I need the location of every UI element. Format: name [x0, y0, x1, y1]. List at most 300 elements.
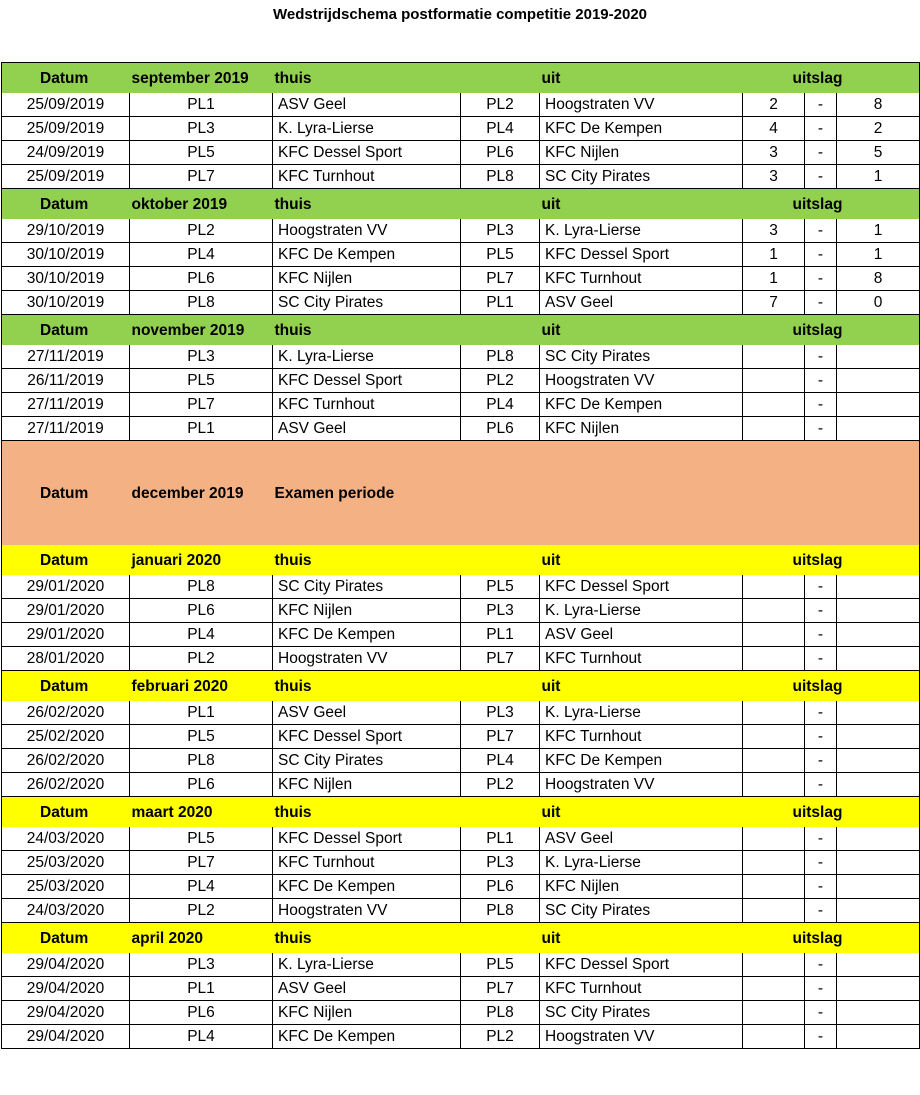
away-code: PL5	[461, 575, 540, 599]
home-team: KFC Nijlen	[273, 267, 461, 291]
match-date: 30/10/2019	[2, 291, 130, 315]
score-away	[837, 599, 920, 623]
score-away: 8	[837, 267, 920, 291]
score-dash: -	[805, 243, 837, 267]
uitslag-label: uitslag	[743, 671, 920, 702]
home-team: SC City Pirates	[273, 575, 461, 599]
match-date: 24/09/2019	[2, 141, 130, 165]
away-code: PL8	[461, 1001, 540, 1025]
month-header	[2, 63, 920, 94]
home-team: KFC Turnhout	[273, 165, 461, 189]
home-team: KFC Turnhout	[273, 393, 461, 417]
table-row	[2, 1001, 920, 1025]
score-dash: -	[805, 117, 837, 141]
match-date: 27/11/2019	[2, 345, 130, 369]
home-team: K. Lyra-Lierse	[273, 345, 461, 369]
away-code: PL3	[461, 219, 540, 243]
score-dash: -	[805, 701, 837, 725]
score-home	[743, 953, 805, 977]
away-code: PL6	[461, 875, 540, 899]
thuis-label: thuis	[273, 63, 540, 94]
score-home: 1	[743, 267, 805, 291]
away-team: Hoogstraten VV	[540, 369, 743, 393]
match-date: 29/04/2020	[2, 953, 130, 977]
score-away	[837, 749, 920, 773]
score-home	[743, 827, 805, 851]
table-row	[2, 827, 920, 851]
away-team: Hoogstraten VV	[540, 93, 743, 117]
score-away: 5	[837, 141, 920, 165]
home-team: ASV Geel	[273, 701, 461, 725]
score-home	[743, 749, 805, 773]
score-away: 1	[837, 219, 920, 243]
home-code: PL7	[130, 165, 273, 189]
table-row	[2, 165, 920, 189]
home-code: PL7	[130, 851, 273, 875]
away-team: Hoogstraten VV	[540, 773, 743, 797]
month-header	[2, 189, 920, 220]
score-dash: -	[805, 851, 837, 875]
score-dash: -	[805, 647, 837, 671]
month-header	[2, 923, 920, 954]
score-away	[837, 623, 920, 647]
uit-label: uit	[540, 671, 743, 702]
away-team: SC City Pirates	[540, 1001, 743, 1025]
home-code: PL5	[130, 369, 273, 393]
table-row	[2, 267, 920, 291]
home-team: KFC Nijlen	[273, 773, 461, 797]
table-row	[2, 219, 920, 243]
match-date: 29/04/2020	[2, 1001, 130, 1025]
score-away	[837, 827, 920, 851]
home-code: PL8	[130, 291, 273, 315]
score-home	[743, 773, 805, 797]
match-date: 26/02/2020	[2, 701, 130, 725]
month-name: januari 2020	[130, 545, 273, 575]
table-row	[2, 369, 920, 393]
uitslag-label: uitslag	[743, 797, 920, 828]
away-code: PL8	[461, 345, 540, 369]
home-code: PL6	[130, 267, 273, 291]
home-team: KFC Turnhout	[273, 851, 461, 875]
score-dash: -	[805, 291, 837, 315]
away-code: PL2	[461, 1025, 540, 1049]
score-dash: -	[805, 165, 837, 189]
table-row	[2, 623, 920, 647]
score-home	[743, 875, 805, 899]
away-code: PL7	[461, 725, 540, 749]
score-away	[837, 1001, 920, 1025]
month-header	[2, 797, 920, 828]
home-code: PL7	[130, 393, 273, 417]
uitslag-label: uitslag	[743, 315, 920, 346]
uit-label: uit	[540, 315, 743, 346]
away-team: K. Lyra-Lierse	[540, 851, 743, 875]
table-row	[2, 417, 920, 441]
away-code: PL1	[461, 291, 540, 315]
match-date: 24/03/2020	[2, 899, 130, 923]
home-code: PL5	[130, 141, 273, 165]
score-dash: -	[805, 417, 837, 441]
score-dash: -	[805, 219, 837, 243]
datum-label: Datum	[2, 671, 130, 702]
home-code: PL2	[130, 647, 273, 671]
score-home	[743, 623, 805, 647]
score-away	[837, 417, 920, 441]
away-team: KFC Nijlen	[540, 417, 743, 441]
score-home	[743, 977, 805, 1001]
month-header	[2, 315, 920, 346]
datum-label: Datum	[2, 545, 130, 575]
away-team: KFC Nijlen	[540, 875, 743, 899]
away-team: KFC Dessel Sport	[540, 953, 743, 977]
home-team: ASV Geel	[273, 977, 461, 1001]
away-code: PL6	[461, 417, 540, 441]
datum-label: Datum	[2, 189, 130, 220]
score-dash: -	[805, 953, 837, 977]
match-date: 30/10/2019	[2, 267, 130, 291]
match-date: 29/01/2020	[2, 575, 130, 599]
away-team: KFC Turnhout	[540, 977, 743, 1001]
score-home: 2	[743, 93, 805, 117]
away-team: K. Lyra-Lierse	[540, 219, 743, 243]
table-row	[2, 393, 920, 417]
score-dash: -	[805, 623, 837, 647]
home-code: PL5	[130, 725, 273, 749]
score-home	[743, 701, 805, 725]
home-code: PL8	[130, 575, 273, 599]
match-date: 29/04/2020	[2, 1025, 130, 1049]
match-date: 27/11/2019	[2, 393, 130, 417]
match-date: 25/09/2019	[2, 117, 130, 141]
uit-label: uit	[540, 545, 743, 575]
table-row	[2, 243, 920, 267]
table-row	[2, 899, 920, 923]
match-date: 26/02/2020	[2, 773, 130, 797]
score-away	[837, 393, 920, 417]
score-away	[837, 1025, 920, 1049]
datum-label: Datum	[2, 63, 130, 94]
month-header	[2, 671, 920, 702]
uit-label: uit	[540, 63, 743, 94]
score-away: 8	[837, 93, 920, 117]
score-dash: -	[805, 93, 837, 117]
away-team: KFC De Kempen	[540, 749, 743, 773]
score-dash: -	[805, 773, 837, 797]
table-row	[2, 647, 920, 671]
score-dash: -	[805, 345, 837, 369]
away-team: KFC Turnhout	[540, 725, 743, 749]
match-date: 27/11/2019	[2, 417, 130, 441]
page-title: Wedstrijdschema postformatie competitie 2019-2020	[272, 6, 648, 23]
datum-label: Datum	[2, 315, 130, 346]
home-code: PL1	[130, 93, 273, 117]
uitslag-label: uitslag	[743, 545, 920, 575]
away-team: ASV Geel	[540, 827, 743, 851]
score-away	[837, 977, 920, 1001]
month-name: oktober 2019	[130, 189, 273, 220]
away-team: SC City Pirates	[540, 899, 743, 923]
table-row	[2, 701, 920, 725]
away-code: PL6	[461, 141, 540, 165]
home-team: Hoogstraten VV	[273, 219, 461, 243]
match-date: 29/01/2020	[2, 599, 130, 623]
uitslag-label: uitslag	[743, 189, 920, 220]
score-home	[743, 417, 805, 441]
home-code: PL4	[130, 1025, 273, 1049]
away-code: PL2	[461, 369, 540, 393]
away-team: Hoogstraten VV	[540, 1025, 743, 1049]
score-dash: -	[805, 575, 837, 599]
home-team: ASV Geel	[273, 93, 461, 117]
score-dash: -	[805, 369, 837, 393]
score-away	[837, 725, 920, 749]
score-home	[743, 1001, 805, 1025]
month-header	[2, 545, 920, 575]
match-date: 30/10/2019	[2, 243, 130, 267]
score-home: 4	[743, 117, 805, 141]
score-away	[837, 851, 920, 875]
uitslag-label: uitslag	[743, 63, 920, 94]
away-code: PL8	[461, 165, 540, 189]
home-team: KFC De Kempen	[273, 243, 461, 267]
score-away	[837, 899, 920, 923]
score-dash: -	[805, 1025, 837, 1049]
score-dash: -	[805, 393, 837, 417]
score-home: 3	[743, 165, 805, 189]
score-home	[743, 599, 805, 623]
score-home: 3	[743, 219, 805, 243]
table-row	[2, 725, 920, 749]
period-note: Examen periode	[273, 441, 920, 546]
away-code: PL5	[461, 243, 540, 267]
score-home	[743, 647, 805, 671]
table-row	[2, 345, 920, 369]
match-date: 25/09/2019	[2, 165, 130, 189]
table-row	[2, 291, 920, 315]
score-away: 2	[837, 117, 920, 141]
score-away	[837, 875, 920, 899]
away-team: ASV Geel	[540, 623, 743, 647]
month-name: februari 2020	[130, 671, 273, 702]
match-date: 29/01/2020	[2, 623, 130, 647]
datum-label: Datum	[2, 441, 130, 546]
month-name: maart 2020	[130, 797, 273, 828]
away-team: KFC Dessel Sport	[540, 575, 743, 599]
schedule-body	[2, 63, 920, 1049]
away-code: PL2	[461, 773, 540, 797]
score-home: 1	[743, 243, 805, 267]
away-code: PL4	[461, 117, 540, 141]
away-code: PL3	[461, 599, 540, 623]
home-team: K. Lyra-Lierse	[273, 117, 461, 141]
away-code: PL4	[461, 393, 540, 417]
home-code: PL2	[130, 899, 273, 923]
match-date: 28/01/2020	[2, 647, 130, 671]
table-row	[2, 875, 920, 899]
away-code: PL7	[461, 647, 540, 671]
score-dash: -	[805, 1001, 837, 1025]
home-code: PL6	[130, 599, 273, 623]
home-team: Hoogstraten VV	[273, 899, 461, 923]
thuis-label: thuis	[273, 923, 540, 954]
score-dash: -	[805, 599, 837, 623]
score-away: 1	[837, 243, 920, 267]
table-row	[2, 117, 920, 141]
home-code: PL1	[130, 417, 273, 441]
home-code: PL1	[130, 701, 273, 725]
thuis-label: thuis	[273, 545, 540, 575]
score-away	[837, 953, 920, 977]
match-date: 29/10/2019	[2, 219, 130, 243]
thuis-label: thuis	[273, 189, 540, 220]
away-team: K. Lyra-Lierse	[540, 701, 743, 725]
home-team: KFC Nijlen	[273, 599, 461, 623]
month-name: september 2019	[130, 63, 273, 94]
score-away	[837, 345, 920, 369]
score-dash: -	[805, 267, 837, 291]
table-row	[2, 1025, 920, 1049]
score-home	[743, 369, 805, 393]
table-row	[2, 575, 920, 599]
home-code: PL1	[130, 977, 273, 1001]
away-team: ASV Geel	[540, 291, 743, 315]
away-code: PL7	[461, 267, 540, 291]
uitslag-label: uitslag	[743, 923, 920, 954]
match-date: 26/11/2019	[2, 369, 130, 393]
home-team: KFC De Kempen	[273, 1025, 461, 1049]
thuis-label: thuis	[273, 797, 540, 828]
score-home: 7	[743, 291, 805, 315]
month-name: november 2019	[130, 315, 273, 346]
score-away	[837, 369, 920, 393]
month-name: december 2019	[130, 441, 273, 546]
home-team: KFC De Kempen	[273, 875, 461, 899]
away-code: PL8	[461, 899, 540, 923]
match-date: 25/03/2020	[2, 875, 130, 899]
score-home	[743, 345, 805, 369]
away-code: PL2	[461, 93, 540, 117]
match-date: 29/04/2020	[2, 977, 130, 1001]
away-team: KFC Turnhout	[540, 647, 743, 671]
score-away	[837, 773, 920, 797]
away-team: KFC Nijlen	[540, 141, 743, 165]
table-row	[2, 953, 920, 977]
table-row	[2, 599, 920, 623]
table-row	[2, 93, 920, 117]
away-team: K. Lyra-Lierse	[540, 599, 743, 623]
away-team: KFC Dessel Sport	[540, 243, 743, 267]
table-row	[2, 851, 920, 875]
away-code: PL5	[461, 953, 540, 977]
away-team: KFC De Kempen	[540, 393, 743, 417]
score-away: 1	[837, 165, 920, 189]
table-row	[2, 773, 920, 797]
score-away	[837, 701, 920, 725]
home-team: KFC Nijlen	[273, 1001, 461, 1025]
thuis-label: thuis	[273, 315, 540, 346]
table-row	[2, 141, 920, 165]
thuis-label: thuis	[273, 671, 540, 702]
match-date: 25/03/2020	[2, 851, 130, 875]
away-team: SC City Pirates	[540, 165, 743, 189]
home-team: KFC Dessel Sport	[273, 369, 461, 393]
home-team: KFC Dessel Sport	[273, 827, 461, 851]
datum-label: Datum	[2, 923, 130, 954]
home-code: PL3	[130, 345, 273, 369]
home-team: KFC Dessel Sport	[273, 141, 461, 165]
away-team: KFC Turnhout	[540, 267, 743, 291]
score-dash: -	[805, 827, 837, 851]
score-dash: -	[805, 977, 837, 1001]
score-home: 3	[743, 141, 805, 165]
score-home	[743, 575, 805, 599]
match-date: 25/09/2019	[2, 93, 130, 117]
month-name: april 2020	[130, 923, 273, 954]
month-header	[2, 441, 920, 546]
home-code: PL6	[130, 773, 273, 797]
score-away	[837, 575, 920, 599]
home-code: PL4	[130, 243, 273, 267]
score-home	[743, 899, 805, 923]
home-team: SC City Pirates	[273, 291, 461, 315]
away-code: PL3	[461, 701, 540, 725]
home-team: KFC Dessel Sport	[273, 725, 461, 749]
home-code: PL4	[130, 623, 273, 647]
uit-label: uit	[540, 189, 743, 220]
table-row	[2, 749, 920, 773]
match-date: 26/02/2020	[2, 749, 130, 773]
away-code: PL7	[461, 977, 540, 1001]
table-row	[2, 977, 920, 1001]
score-dash: -	[805, 875, 837, 899]
away-code: PL1	[461, 623, 540, 647]
home-team: ASV Geel	[273, 417, 461, 441]
home-code: PL5	[130, 827, 273, 851]
score-home	[743, 851, 805, 875]
uit-label: uit	[540, 797, 743, 828]
away-team: KFC De Kempen	[540, 117, 743, 141]
home-code: PL2	[130, 219, 273, 243]
home-code: PL8	[130, 749, 273, 773]
away-code: PL4	[461, 749, 540, 773]
datum-label: Datum	[2, 797, 130, 828]
home-team: SC City Pirates	[273, 749, 461, 773]
home-code: PL3	[130, 953, 273, 977]
home-code: PL4	[130, 875, 273, 899]
score-away	[837, 647, 920, 671]
score-dash: -	[805, 141, 837, 165]
score-home	[743, 1025, 805, 1049]
match-date: 24/03/2020	[2, 827, 130, 851]
uit-label: uit	[540, 923, 743, 954]
away-code: PL3	[461, 851, 540, 875]
home-code: PL6	[130, 1001, 273, 1025]
score-home	[743, 393, 805, 417]
score-away: 0	[837, 291, 920, 315]
schedule-table	[1, 62, 920, 1049]
away-team: SC City Pirates	[540, 345, 743, 369]
score-home	[743, 725, 805, 749]
home-team: KFC De Kempen	[273, 623, 461, 647]
home-team: Hoogstraten VV	[273, 647, 461, 671]
home-code: PL3	[130, 117, 273, 141]
match-date: 25/02/2020	[2, 725, 130, 749]
away-code: PL1	[461, 827, 540, 851]
score-dash: -	[805, 749, 837, 773]
home-team: K. Lyra-Lierse	[273, 953, 461, 977]
score-dash: -	[805, 725, 837, 749]
